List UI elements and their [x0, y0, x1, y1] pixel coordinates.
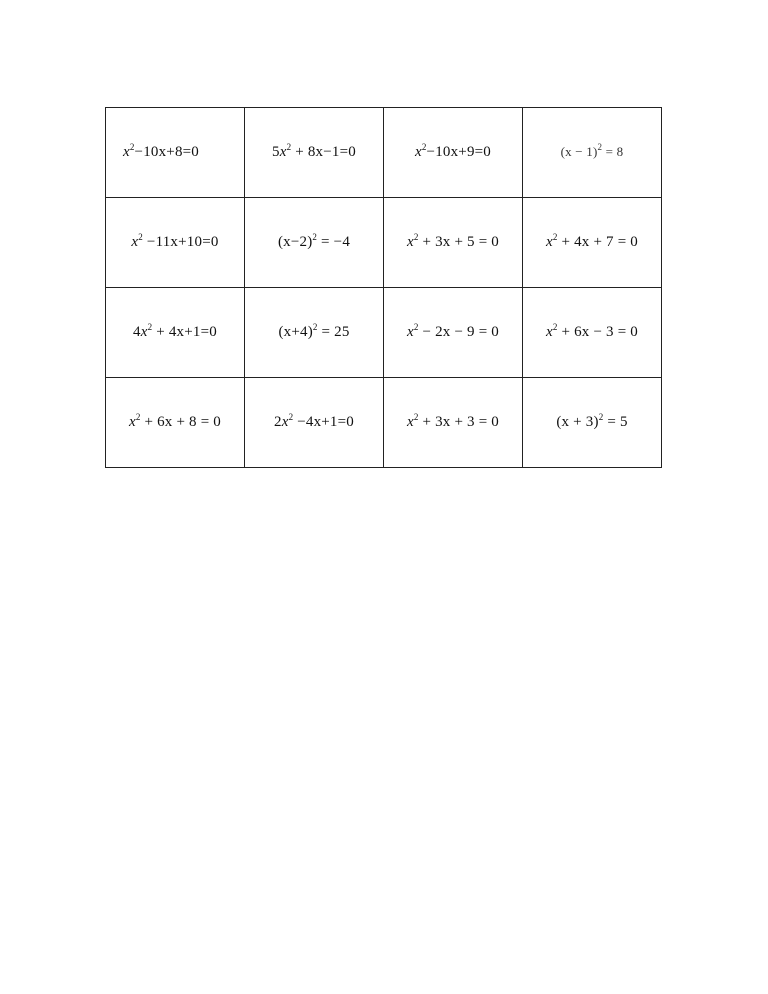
equation-card-grid — [105, 107, 662, 468]
card-row — [106, 108, 662, 198]
equation: $x^2 + 6x - 3 = 0$ — [545, 322, 639, 340]
equation-card — [245, 378, 384, 468]
equation: $x^2-10x+8=0$ — [122, 142, 200, 160]
equation: $x^2 - 2x - 9 = 0$ — [406, 322, 500, 340]
equation: $x^2 + 3x + 3 = 0$ — [406, 412, 500, 430]
card-row — [106, 288, 662, 378]
equation: $(x-2)^2 = -4$ — [277, 232, 351, 250]
equation-card — [523, 378, 662, 468]
equation-card — [384, 288, 523, 378]
equation: $(x + 3)^2 = 5$ — [556, 412, 628, 430]
equation-card — [106, 198, 245, 288]
equation-card — [523, 198, 662, 288]
equation: $x^2 + 3x + 5 = 0$ — [406, 232, 500, 250]
equation-card — [384, 108, 523, 198]
equation-card — [245, 108, 384, 198]
equation-card — [106, 108, 245, 198]
equation-card — [523, 108, 662, 198]
card-row — [106, 378, 662, 468]
equation: $x^2 -11x+10=0$ — [131, 232, 219, 250]
equation-card — [245, 288, 384, 378]
equation-card — [245, 198, 384, 288]
equation: $x^2-10x+9=0$ — [414, 142, 492, 160]
equation: $2x^2 -4x+1=0$ — [274, 412, 354, 430]
equation: $5x^2 + 8x-1=0$ — [272, 142, 356, 160]
equation: $4x^2 + 4x+1=0$ — [133, 322, 217, 340]
card-row — [106, 198, 662, 288]
equation-card — [384, 198, 523, 288]
equation: $(x - 1)^2 = 8$ — [560, 142, 624, 159]
equation: $x^2 + 4x + 7 = 0$ — [545, 232, 639, 250]
equation-card — [106, 378, 245, 468]
equation: $(x+4)^2 = 25$ — [278, 322, 350, 340]
equation: $x^2 + 6x + 8 = 0$ — [128, 412, 222, 430]
equation-card — [384, 378, 523, 468]
equation-card — [106, 288, 245, 378]
equation-card — [523, 288, 662, 378]
